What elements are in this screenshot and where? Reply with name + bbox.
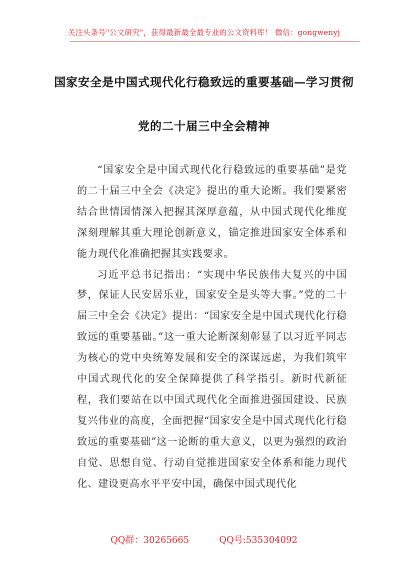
footer-qq-number: QQ号:535304092 bbox=[219, 536, 298, 546]
body-paragraph-2: 习近平总书记指出：“实现中华民族伟大复兴的中国梦，保证人民安居乐业，国家安全是头等大事。”党的二十届三中全会《决定》提出：“国家安全是中国式现代化行稳致远的重要基础。”这一重大论断深刻彰显了以习近平同志为核心的党中央统筹发展和安全的深谋远虑，为我们筑牢中国式现代化的安全保障提供了科学指引。新时代新征程，我们要站在以中国式现代化全面推进强国建设、民族复兴伟业的高度，全面把握“国家安全是中国式现代化行稳致远的重要基础”这一论断的重大意义，以更为强烈的政治自觉、思想自觉、行动自觉推进国家安全体系和能力现代化、建设更高水平平安中国，确保中国式现代化 bbox=[77, 269, 347, 490]
document-body bbox=[77, 161, 347, 496]
document-title-line-1: 国家安全是中国式现代化行稳致远的重要基础—学习贯彻 bbox=[54, 75, 354, 89]
header-divider bbox=[70, 41, 360, 42]
body-paragraph-1: “国家安全是中国式现代化行稳致远的重要基础”是党的二十届三中全会《决定》提出的重大论断。我们要紧密结合世情国情深入把握其深厚意蕴，从中国式现代化维度深刻理解其重大理论创新意义，锚定推进国家安全体系和能力现代化准确把握其实践要求。 bbox=[77, 165, 347, 260]
footer-contact bbox=[0, 533, 408, 546]
header-promo-note: 关注头条号"公文研究"，获得最新最全最专业的公文资料库！ 微信：gongwenyj bbox=[67, 28, 341, 37]
footer-qq-group: QQ群：30265665 bbox=[110, 536, 190, 546]
document-title-line-2: 党的二十届三中全会精神 bbox=[138, 119, 270, 133]
